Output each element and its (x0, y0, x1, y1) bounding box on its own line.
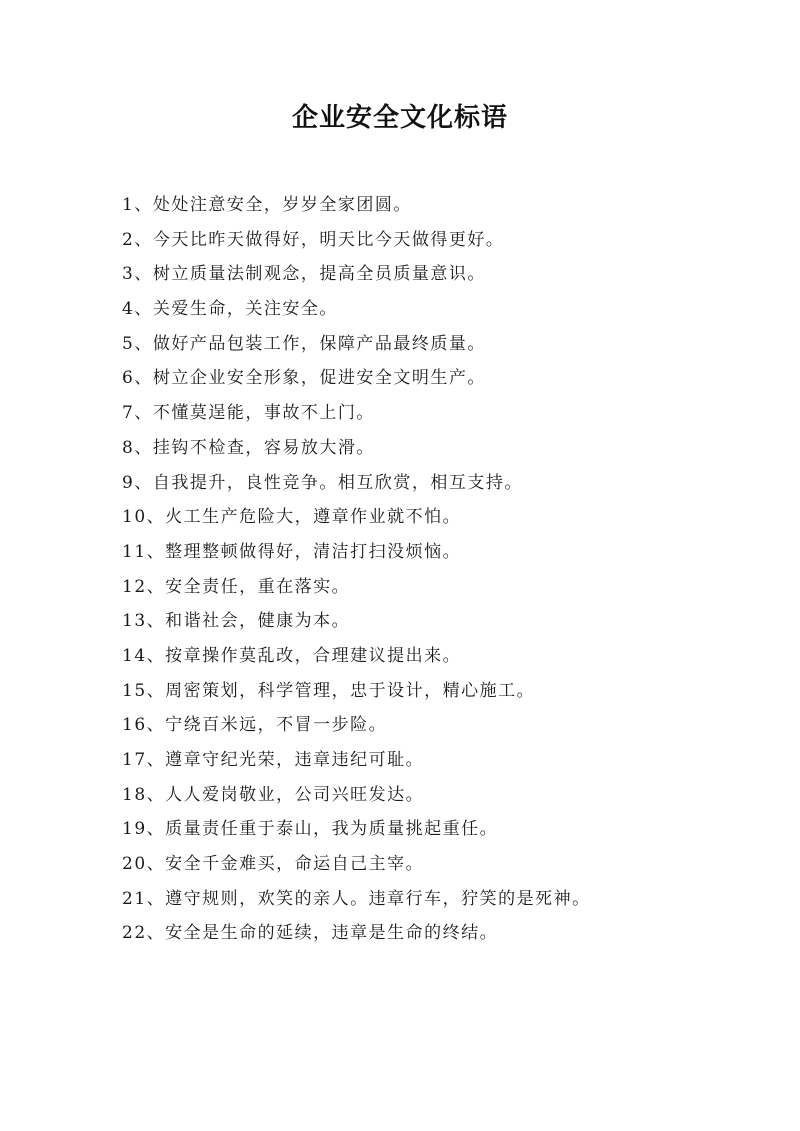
slogan-item-18: 18、人人爱岗敬业，公司兴旺发达。 (122, 784, 425, 805)
slogan-item-22: 22、安全是生命的延续，违章是生命的终结。 (122, 923, 499, 944)
slogan-item-6: 6、树立企业安全形象，促进安全文明生产。 (122, 368, 486, 389)
slogan-item-12: 12、安全责任，重在落实。 (122, 576, 351, 597)
slogan-item-5: 5、做好产品包装工作，保障产品最终质量。 (122, 333, 486, 354)
slogan-item-15: 15、周密策划，科学管理，忠于设计，精心施工。 (122, 680, 536, 701)
slogan-item-3: 3、树立质量法制观念，提高全员质量意识。 (122, 264, 486, 285)
slogan-item-20: 20、安全千金难买，命运自己主宰。 (122, 854, 425, 875)
slogan-item-14: 14、按章操作莫乱改，合理建议提出来。 (122, 645, 462, 666)
slogan-item-17: 17、遵章守纪光荣，违章违纪可耻。 (122, 750, 425, 770)
slogan-item-21: 21、遵守规则，欢笑的亲人。违章行车，狞笑的是死神。 (122, 888, 591, 909)
slogan-item-4: 4、关爱生命，关注安全。 (122, 299, 338, 320)
slogan-item-10: 10、火工生产危险大，遵章作业就不怕。 (122, 507, 462, 528)
slogan-item-2: 2、今天比昨天做得好，明天比今天做得更好。 (122, 229, 505, 250)
slogan-item-9: 9、自我提升，良性竞争。相互欣赏，相互支持。 (122, 472, 523, 493)
slogan-item-13: 13、和谐社会，健康为本。 (122, 611, 351, 632)
slogan-item-7: 7、不懂莫逞能，事故不上门。 (122, 403, 375, 424)
document-title: 企业安全文化标语 (291, 103, 508, 133)
slogan-list (122, 188, 762, 951)
slogan-item-16: 16、宁绕百米远，不冒一步险。 (122, 715, 388, 736)
slogan-item-8: 8、挂钩不检查，容易放大滑。 (122, 437, 375, 458)
slogan-item-1: 1、处处注意安全，岁岁全家团圆。 (122, 195, 412, 215)
slogan-item-11: 11、整理整顿做得好，清洁打扫没烦恼。 (122, 541, 462, 562)
slogan-item-19: 19、质量责任重于泰山，我为质量挑起重任。 (122, 819, 499, 840)
